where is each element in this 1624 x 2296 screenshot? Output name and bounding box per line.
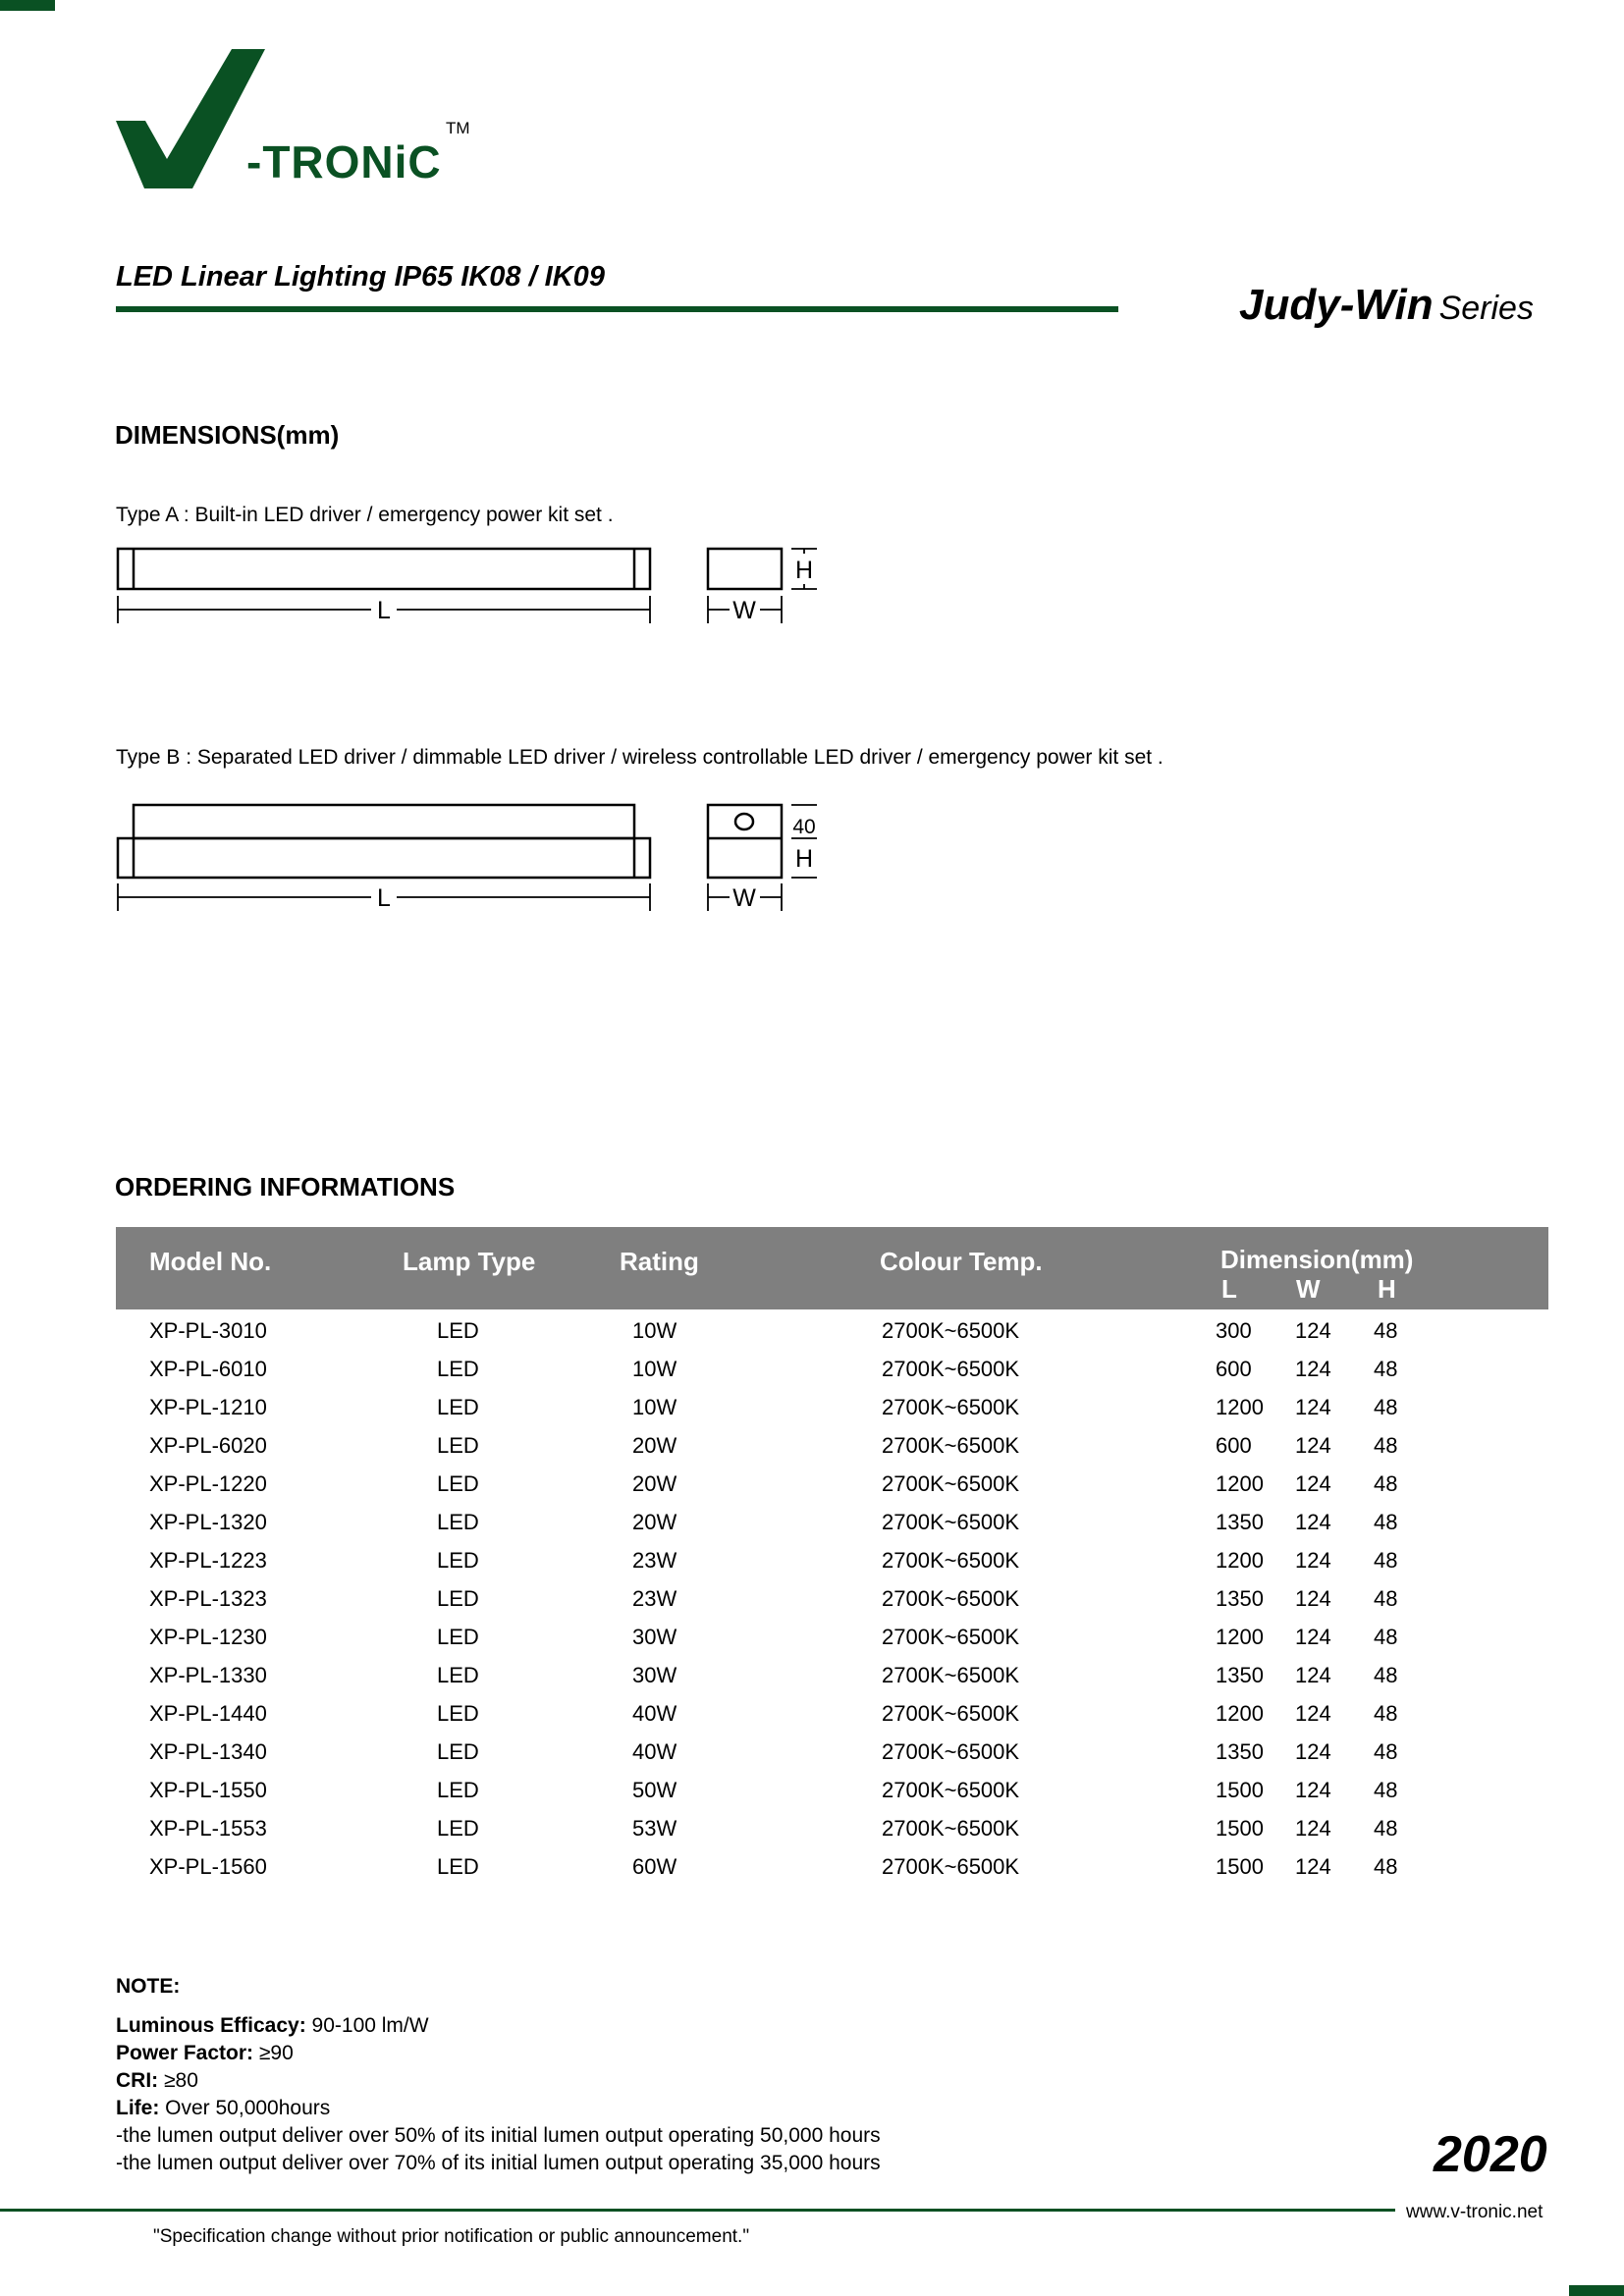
cell-colour-temp: 2700K~6500K: [882, 1318, 1020, 1343]
cell-width: 124: [1295, 1510, 1331, 1534]
cell-height: 48: [1374, 1433, 1398, 1458]
cell-height: 48: [1374, 1663, 1398, 1687]
cell-length: 1200: [1216, 1548, 1264, 1573]
cell-colour-temp: 2700K~6500K: [882, 1548, 1020, 1573]
dimension-diagrams: [0, 0, 1624, 942]
cell-height: 48: [1374, 1739, 1398, 1764]
note-title: NOTE:: [116, 1975, 181, 1998]
cell-model: XP-PL-1320: [149, 1510, 267, 1534]
type-b-height-label: H: [794, 845, 814, 873]
website-link[interactable]: www.v-tronic.net: [1406, 2202, 1543, 2222]
footer-rule: [0, 2209, 1395, 2212]
cell-colour-temp: 2700K~6500K: [882, 1663, 1020, 1687]
cell-model: XP-PL-1340: [149, 1739, 267, 1764]
note-lumen-70: -the lumen output deliver over 70% of its initial lumen output operating 35,000 hours: [116, 2152, 881, 2174]
cell-height: 48: [1374, 1318, 1398, 1343]
cell-model: XP-PL-6010: [149, 1357, 267, 1381]
table-row: [0, 1701, 1624, 1739]
cell-length: 1200: [1216, 1395, 1264, 1419]
note-cri: [116, 2067, 881, 2095]
cell-model: XP-PL-1323: [149, 1586, 267, 1611]
cell-height: 48: [1374, 1548, 1398, 1573]
catalog-year: 2020: [1434, 2126, 1547, 2183]
cell-height: 48: [1374, 1816, 1398, 1841]
note-life-label: Life:: [116, 2097, 160, 2119]
cell-model: XP-PL-1223: [149, 1548, 267, 1573]
product-title: LED Linear Lighting IP65 IK08 / IK09: [116, 261, 605, 293]
cell-rating: 40W: [632, 1739, 677, 1764]
cell-rating: 60W: [632, 1854, 677, 1879]
note-efficacy-label: Luminous Efficacy:: [116, 2014, 306, 2037]
type-b-side-view: [118, 805, 650, 878]
cell-rating: 23W: [632, 1548, 677, 1573]
cell-height: 48: [1374, 1701, 1398, 1726]
cell-height: 48: [1374, 1586, 1398, 1611]
cell-lamp-type: LED: [437, 1433, 479, 1458]
type-b-caption: Type B : Separated LED driver / dimmable LED driver / wireless controllable LED driver / emergency power kit set .: [116, 746, 1164, 769]
type-a-height-label: H: [794, 557, 814, 584]
table-row: [0, 1625, 1624, 1663]
note-life-value: Over 50,000hours: [159, 2097, 331, 2119]
cell-height: 48: [1374, 1357, 1398, 1381]
cell-length: 1350: [1216, 1739, 1264, 1764]
note-efficacy-value: 90-100 lm/W: [305, 2014, 429, 2037]
cell-height: 48: [1374, 1778, 1398, 1802]
cell-width: 124: [1295, 1433, 1331, 1458]
col-header-dim-w: W: [1296, 1274, 1321, 1304]
cell-colour-temp: 2700K~6500K: [882, 1433, 1020, 1458]
note-efficacy: [116, 2012, 881, 2040]
cell-width: 124: [1295, 1739, 1331, 1764]
cell-rating: 20W: [632, 1510, 677, 1534]
cell-rating: 23W: [632, 1586, 677, 1611]
cell-colour-temp: 2700K~6500K: [882, 1625, 1020, 1649]
table-row: [0, 1318, 1624, 1357]
cell-colour-temp: 2700K~6500K: [882, 1471, 1020, 1496]
cell-lamp-type: LED: [437, 1318, 479, 1343]
type-a-width-label: W: [732, 597, 756, 624]
series-word: Series: [1438, 290, 1534, 327]
table-row: [0, 1433, 1624, 1471]
type-b-length-label: L: [377, 884, 391, 912]
cell-rating: 20W: [632, 1433, 677, 1458]
cell-colour-temp: 2700K~6500K: [882, 1586, 1020, 1611]
cell-length: 600: [1216, 1357, 1252, 1381]
note-life: [116, 2095, 881, 2122]
note-cri-label: CRI:: [116, 2069, 159, 2092]
type-b-end-view: [708, 805, 782, 878]
table-row: [0, 1471, 1624, 1510]
cell-model: XP-PL-6020: [149, 1433, 267, 1458]
cell-rating: 10W: [632, 1318, 677, 1343]
cell-width: 124: [1295, 1318, 1331, 1343]
cell-length: 600: [1216, 1433, 1252, 1458]
cell-length: 1350: [1216, 1510, 1264, 1534]
cell-lamp-type: LED: [437, 1510, 479, 1534]
cell-height: 48: [1374, 1471, 1398, 1496]
table-row: [0, 1739, 1624, 1778]
note-cri-value: ≥80: [158, 2069, 198, 2092]
cell-width: 124: [1295, 1357, 1331, 1381]
table-row: [0, 1663, 1624, 1701]
cell-width: 124: [1295, 1778, 1331, 1802]
ordering-heading: ORDERING INFORMATIONS: [115, 1172, 456, 1201]
cell-width: 124: [1295, 1701, 1331, 1726]
type-a-side-view: [118, 549, 650, 589]
cell-lamp-type: LED: [437, 1357, 479, 1381]
cell-lamp-type: LED: [437, 1663, 479, 1687]
cell-lamp-type: LED: [437, 1701, 479, 1726]
cell-model: XP-PL-1210: [149, 1395, 267, 1419]
cell-height: 48: [1374, 1395, 1398, 1419]
cell-lamp-type: LED: [437, 1625, 479, 1649]
note-block: [116, 2012, 881, 2177]
cell-rating: 50W: [632, 1778, 677, 1802]
cell-height: 48: [1374, 1854, 1398, 1879]
cell-length: 1350: [1216, 1586, 1264, 1611]
cell-length: 1500: [1216, 1778, 1264, 1802]
cell-colour-temp: 2700K~6500K: [882, 1854, 1020, 1879]
cell-lamp-type: LED: [437, 1471, 479, 1496]
cell-length: 1500: [1216, 1854, 1264, 1879]
logo-wordmark: -TRONiC: [246, 136, 442, 187]
table-row: [0, 1548, 1624, 1586]
cell-rating: 10W: [632, 1395, 677, 1419]
table-row: [0, 1395, 1624, 1433]
cell-lamp-type: LED: [437, 1816, 479, 1841]
note-pf-value: ≥90: [253, 2042, 294, 2064]
type-a-end-view: [708, 549, 782, 589]
trademark-symbol: TM: [446, 119, 470, 137]
cell-colour-temp: 2700K~6500K: [882, 1510, 1020, 1534]
cell-model: XP-PL-1230: [149, 1625, 267, 1649]
cell-height: 48: [1374, 1625, 1398, 1649]
type-b-width-label: W: [732, 884, 756, 912]
table-row: [0, 1778, 1624, 1816]
cell-colour-temp: 2700K~6500K: [882, 1739, 1020, 1764]
col-header-dim-l: L: [1221, 1274, 1237, 1304]
col-header-model: Model No.: [149, 1247, 272, 1276]
type-b-driver-height-label: 40: [792, 816, 816, 838]
col-header-dimension: Dimension(mm): [1220, 1245, 1414, 1274]
cell-lamp-type: LED: [437, 1778, 479, 1802]
cell-length: 1350: [1216, 1663, 1264, 1687]
cell-width: 124: [1295, 1586, 1331, 1611]
cell-width: 124: [1295, 1548, 1331, 1573]
note-power-factor: [116, 2040, 881, 2067]
note-lumen-50: -the lumen output deliver over 50% of its initial lumen output operating 50,000 hours: [116, 2124, 881, 2147]
cell-lamp-type: LED: [437, 1548, 479, 1573]
cell-colour-temp: 2700K~6500K: [882, 1701, 1020, 1726]
cell-model: XP-PL-1220: [149, 1471, 267, 1496]
cell-model: XP-PL-1330: [149, 1663, 267, 1687]
cell-rating: 40W: [632, 1701, 677, 1726]
cell-width: 124: [1295, 1395, 1331, 1419]
cell-rating: 30W: [632, 1663, 677, 1687]
cell-rating: 10W: [632, 1357, 677, 1381]
cell-width: 124: [1295, 1816, 1331, 1841]
cell-rating: 30W: [632, 1625, 677, 1649]
col-header-dim-h: H: [1378, 1274, 1396, 1304]
table-row: [0, 1854, 1624, 1893]
cell-length: 1200: [1216, 1625, 1264, 1649]
cell-model: XP-PL-3010: [149, 1318, 267, 1343]
cell-lamp-type: LED: [437, 1586, 479, 1611]
cell-model: XP-PL-1550: [149, 1778, 267, 1802]
table-header: [116, 1227, 1548, 1309]
cell-width: 124: [1295, 1471, 1331, 1496]
cell-lamp-type: LED: [437, 1739, 479, 1764]
col-header-colour-temp: Colour Temp.: [880, 1247, 1043, 1276]
col-header-lamp-type: Lamp Type: [403, 1247, 536, 1276]
cell-rating: 20W: [632, 1471, 677, 1496]
cell-length: 1500: [1216, 1816, 1264, 1841]
corner-accent-bottom: [1569, 2285, 1624, 2296]
cell-model: XP-PL-1553: [149, 1816, 267, 1841]
disclaimer: "Specification change without prior notification or public announcement.": [153, 2226, 750, 2247]
table-row: [0, 1357, 1624, 1395]
cell-lamp-type: LED: [437, 1395, 479, 1419]
cell-width: 124: [1295, 1854, 1331, 1879]
cell-colour-temp: 2700K~6500K: [882, 1816, 1020, 1841]
cell-colour-temp: 2700K~6500K: [882, 1395, 1020, 1419]
cell-rating: 53W: [632, 1816, 677, 1841]
cell-length: 1200: [1216, 1701, 1264, 1726]
cell-lamp-type: LED: [437, 1854, 479, 1879]
cell-colour-temp: 2700K~6500K: [882, 1778, 1020, 1802]
series-name: Judy-Win: [1239, 281, 1434, 329]
cell-model: XP-PL-1440: [149, 1701, 267, 1726]
cell-length: 300: [1216, 1318, 1252, 1343]
cell-colour-temp: 2700K~6500K: [882, 1357, 1020, 1381]
type-a-length-label: L: [377, 597, 391, 624]
type-a-caption: Type A : Built-in LED driver / emergency power kit set .: [116, 504, 614, 526]
table-row: [0, 1816, 1624, 1854]
note-pf-label: Power Factor:: [116, 2042, 254, 2064]
cell-height: 48: [1374, 1510, 1398, 1534]
dimensions-heading: DIMENSIONS(mm): [115, 420, 340, 450]
cell-width: 124: [1295, 1663, 1331, 1687]
cell-model: XP-PL-1560: [149, 1854, 267, 1879]
table-row: [0, 1586, 1624, 1625]
cell-length: 1200: [1216, 1471, 1264, 1496]
col-header-rating: Rating: [620, 1247, 699, 1276]
table-row: [0, 1510, 1624, 1548]
cell-width: 124: [1295, 1625, 1331, 1649]
